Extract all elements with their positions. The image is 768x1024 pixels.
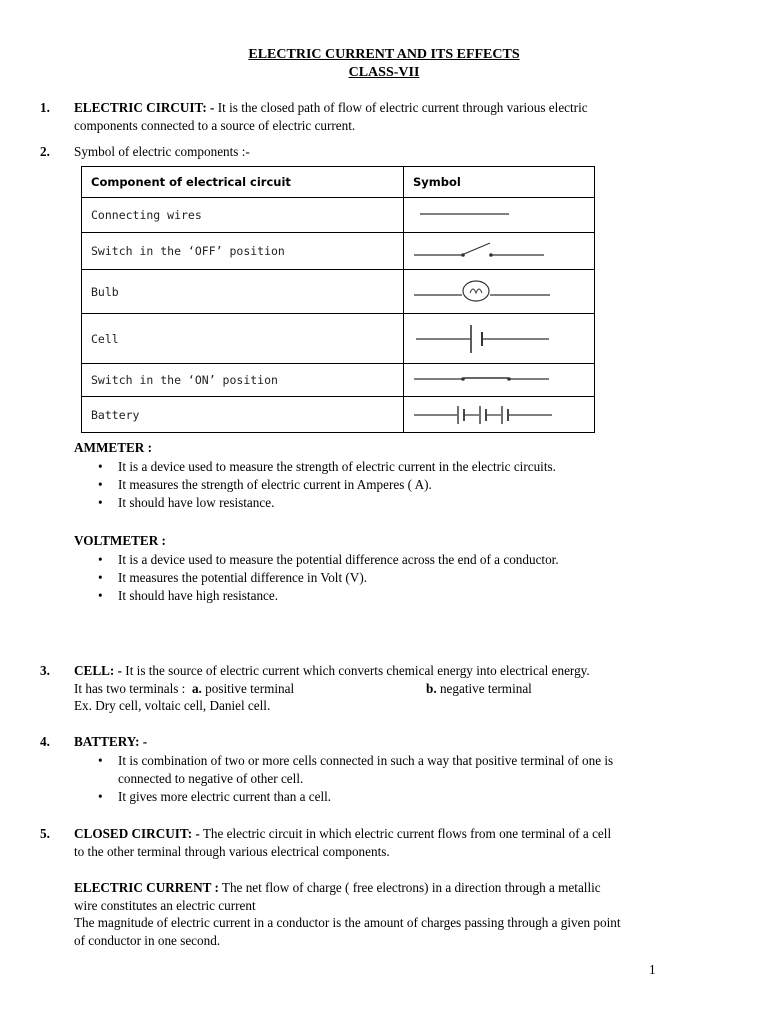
cell-symbol-icon [404, 315, 594, 363]
list-item-line-1: It is combination of two or more cells connected in such a way that positive terminal of one is [118, 753, 614, 768]
section-4-number: 4. [40, 734, 50, 749]
current-text: The net flow of charge ( free electrons) in a direction through a metallic [218, 880, 601, 895]
current-line-1 [74, 879, 744, 897]
wire-symbol-icon [404, 199, 594, 232]
list-item: • It is a device used to measure the potential difference across the end of a conductor. [98, 551, 738, 569]
section-1-number: 1. [40, 100, 50, 115]
battery-list [98, 752, 738, 806]
symbol-cell [404, 270, 595, 314]
component-name: Battery [82, 397, 404, 433]
current-heading: ELECTRIC CURRENT : [74, 880, 219, 895]
component-name: Switch in the ‘OFF’ position [82, 233, 404, 270]
symbol-cell [404, 364, 595, 397]
current-line-3: The magnitude of electric current in a conductor is the amount of charges passing through a given point [74, 915, 621, 930]
section-1-heading: ELECTRIC CIRCUIT: - [74, 100, 215, 115]
list-item: • It should have low resistance. [98, 494, 738, 512]
bulb-symbol-icon [404, 271, 594, 313]
current-line-2: wire constitutes an electric current [74, 898, 256, 913]
switch-on-symbol-icon [404, 365, 594, 396]
table-row [82, 198, 595, 233]
table-header-symbol: Symbol [404, 167, 595, 198]
section-3-text: It is the source of electric current which converts chemical energy into electrical energy. [122, 663, 590, 678]
page-number: 1 [649, 962, 656, 977]
symbols-table [81, 166, 595, 433]
section-5-line-2: to the other terminal through various electrical components. [74, 844, 390, 859]
terminal-b-text: negative terminal [436, 681, 532, 696]
component-name: Bulb [82, 270, 404, 314]
section-3-number: 3. [40, 663, 50, 678]
section-5-heading: CLOSED CIRCUIT: - [74, 826, 200, 841]
section-3-example: Ex. Dry cell, voltaic cell, Daniel cell. [74, 698, 271, 713]
section-5-number: 5. [40, 826, 50, 841]
terminal-a-text: positive terminal [201, 681, 295, 696]
voltmeter-list [98, 551, 738, 605]
list-item: • It measures the strength of electric current in Amperes ( A). [98, 476, 738, 494]
list-item-line-2: connected to negative of other cell. [118, 771, 304, 786]
list-item: • It measures the potential difference in Volt (V). [98, 569, 738, 587]
table-row [82, 314, 595, 364]
component-name: Connecting wires [82, 198, 404, 233]
table-row [82, 364, 595, 397]
terminal-b-label: b. [426, 681, 437, 696]
section-3-terminal-b [426, 680, 532, 698]
section-4-heading: BATTERY: - [74, 734, 148, 749]
current-line-4: of conductor in one second. [74, 933, 221, 948]
list-item [98, 752, 738, 788]
table-row [82, 397, 595, 433]
table-row [82, 270, 595, 314]
symbol-cell [404, 233, 595, 270]
section-3-terminals [74, 680, 294, 698]
page-subtitle-class: CLASS-VII [348, 65, 420, 80]
section-2-text: Symbol of electric components :- [74, 144, 250, 159]
section-5-text: The electric circuit in which electric current flows from one terminal of a cell [199, 826, 612, 841]
battery-symbol-icon [404, 398, 594, 432]
list-item: • It gives more electric current than a cell. [98, 788, 738, 806]
page-title: ELECTRIC CURRENT AND ITS EFFECTS [248, 47, 520, 62]
section-5-line-1 [74, 825, 744, 843]
section-1-line-1 [74, 99, 734, 117]
voltmeter-heading: VOLTMETER : [74, 533, 166, 548]
table-header-component: Component of electrical circuit [82, 167, 404, 198]
component-name: Switch in the ‘ON’ position [82, 364, 404, 397]
terminals-prefix: It has two terminals : [74, 681, 192, 696]
list-item: • It is a device used to measure the strength of electric current in the electric circuits. [98, 458, 738, 476]
section-3-line-1 [74, 662, 744, 680]
section-1-text: It is the closed path of flow of electric current through various electric [214, 100, 588, 115]
section-1-line-2: components connected to a source of electric current. [74, 118, 356, 133]
component-name: Cell [82, 314, 404, 364]
symbol-cell [404, 314, 595, 364]
terminal-a-label: a. [191, 681, 202, 696]
symbol-cell [404, 397, 595, 433]
section-2-number: 2. [40, 144, 50, 159]
section-3-heading: CELL: - [74, 663, 122, 678]
switch-off-symbol-icon [404, 234, 594, 269]
ammeter-heading: AMMETER : [74, 440, 153, 455]
ammeter-list [98, 458, 738, 512]
list-item: • It should have high resistance. [98, 587, 738, 605]
table-row [82, 233, 595, 270]
table-header-row [82, 167, 595, 198]
symbol-cell [404, 198, 595, 233]
